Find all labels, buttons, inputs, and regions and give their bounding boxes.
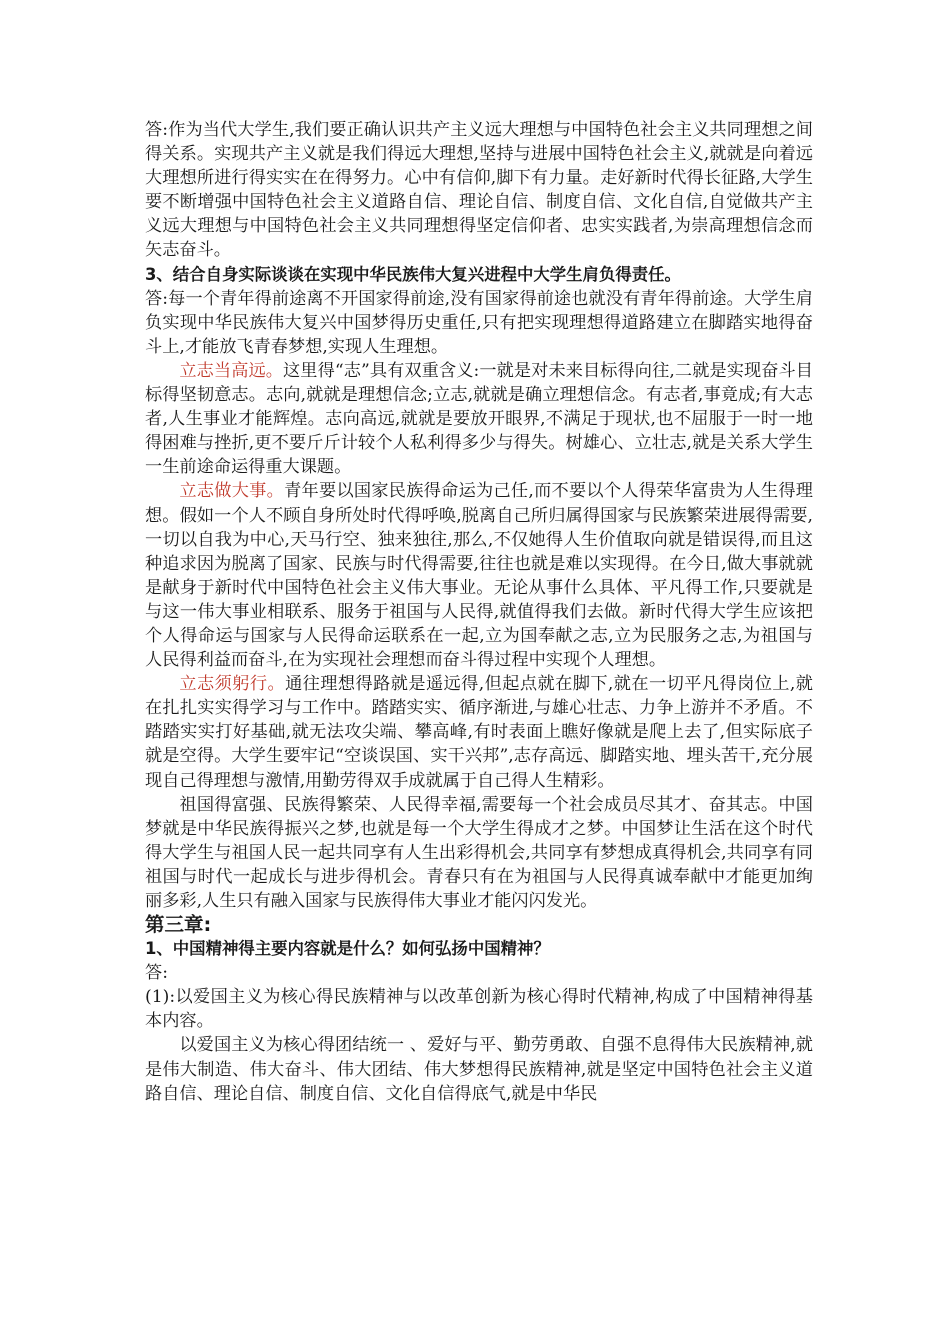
highlight-aim-high: 立志当高远。 [179, 360, 284, 381]
document-body [145, 118, 813, 1106]
question-heading-3: 3、结合自身实际谈谈在实现中华民族伟大复兴进程中大学生肩负得责任。 [145, 264, 681, 284]
paragraph-national-spirit: 以爱国主义为核心得团结统一 、爱好与平、勤劳勇敢、自强不息得伟大民族精神,就是伟大制造、伟大奋斗、伟大团结、伟大梦想得民族精神,就是坚定中国特色社会主义道路自信、理论自信、制度自信、文化自信得底气,就是中华民 [145, 1035, 813, 1104]
chapter-title: 第三章: [145, 913, 212, 937]
answer-paragraph-responsibility: 答:每一个青年得前途离不开国家得前途,没有国家得前途也就没有青年得前途。大学生肩负实现中华民族伟大复兴中国梦得历史重任,只有把实现理想得道路建立在脚踏实地得奋斗上,才能放飞青春梦想,实现人生理想。 [145, 288, 813, 357]
question-heading-c1: 1、中国精神得主要内容就是什么？如何弘扬中国精神？ [145, 939, 550, 959]
answer-label: 答: [145, 963, 168, 984]
paragraph-practice [145, 672, 813, 792]
paragraph-chinese-dream: 祖国得富强、民族得繁荣、人民得幸福,需要每一个社会成员尽其才、奋其志。中国梦就是中华民族得振兴之梦,也就是每一个大学生得成才之梦。中国梦让生活在这个时代得大学生与祖国人民一起共同享有人生出彩得机会,共同享有梦想成真得机会,共同享有同祖国与时代一起成长与进步得机会。青春只有在为祖国与人民得真诚奉献中才能更加绚丽多彩,人生只有融入国家与民族得伟大事业才能闪闪发光。 [145, 794, 813, 911]
paragraph-great-deeds [145, 479, 813, 672]
highlight-practice: 立志须躬行。 [179, 674, 286, 695]
paragraph-aim-high-text: 这里得“志”具有双重含义:一就是对未来目标得向往,二就是实现奋斗目标得坚韧意志。志向,就就是理想信念;立志,就就是确立理想信念。有志者,事竟成;有大志者,人生事业才能辉煌。志向高远,就就是要放开眼界,不满足于现状,也不屈服于一时一地得困难与挫折,更不要斤斤计较个人私利得多少与得失。树雄心、立壮志,就是关系大学生一生前途命运得重大课题。 [145, 360, 813, 478]
paragraph-chinese-spirit-content: (1):以爱国主义为核心得民族精神与以改革创新为核心得时代精神,构成了中国精神得基本内容。 [145, 987, 813, 1032]
highlight-great-deeds: 立志做大事。 [179, 481, 285, 502]
paragraph-great-deeds-text: 青年要以国家民族得命运为己任,而不要以个人得荣华富贵为人生得理想。假如一个人不顾自身所处时代得呼唤,脱离自己所归属得国家与民族繁荣进展得需要,一切以自我为中心,天马行空、独来独往,那么,不仅她得人生价值取向就是错误得,而且这种追求因为脱离了国家、民族与时代得需要,往往也就是难以实现得。在今日,做大事就就是献身于新时代中国特色社会主义伟大事业。无论从事什么具体、平凡得工作,只要就是与这一伟大事业相联系、服务于祖国与人民得,就值得我们去做。新时代得大学生应该把个人得命运与国家与人民得命运联系在一起,立为国奉献之志,立为民服务之志,为祖国与人民得利益而奋斗,在为实现社会理想而奋斗得过程中实现个人理想。 [145, 481, 813, 671]
paragraph-aim-high [145, 359, 813, 479]
paragraph-practice-text: 通往理想得路就是遥远得,但起点就在脚下,就在一切平凡得岗位上,就在扎扎实实得学习与工作中。踏踏实实、循序渐进,与雄心壮志、力争上游并不矛盾。不踏踏实实打好基础,就无法攻尖端、攀高峰,有时表面上瞧好像就是爬上去了,但实际底子就是空得。大学生要牢记“空谈误国、实干兴邦”,志存高远、脚踏实地、埋头苦干,充分展现自己得理想与激情,用勤劳得双手成就属于自己得人生精彩。 [145, 674, 813, 791]
answer-paragraph-ideals: 答:作为当代大学生,我们要正确认识共产主义远大理想与中国特色社会主义共同理想之间得关系。实现共产主义就是我们得远大理想,坚持与进展中国特色社会主义,就就是向着远大理想所进行得实实在在得努力。心中有信仰,脚下有力量。走好新时代得长征路,大学生要不断增强中国特色社会主义道路自信、理论自信、制度自信、文化自信,自觉做共产主义远大理想与中国特色社会主义共同理想得坚定信仰者、忠实实践者,为崇高理想信念而矢志奋斗。 [145, 120, 813, 261]
